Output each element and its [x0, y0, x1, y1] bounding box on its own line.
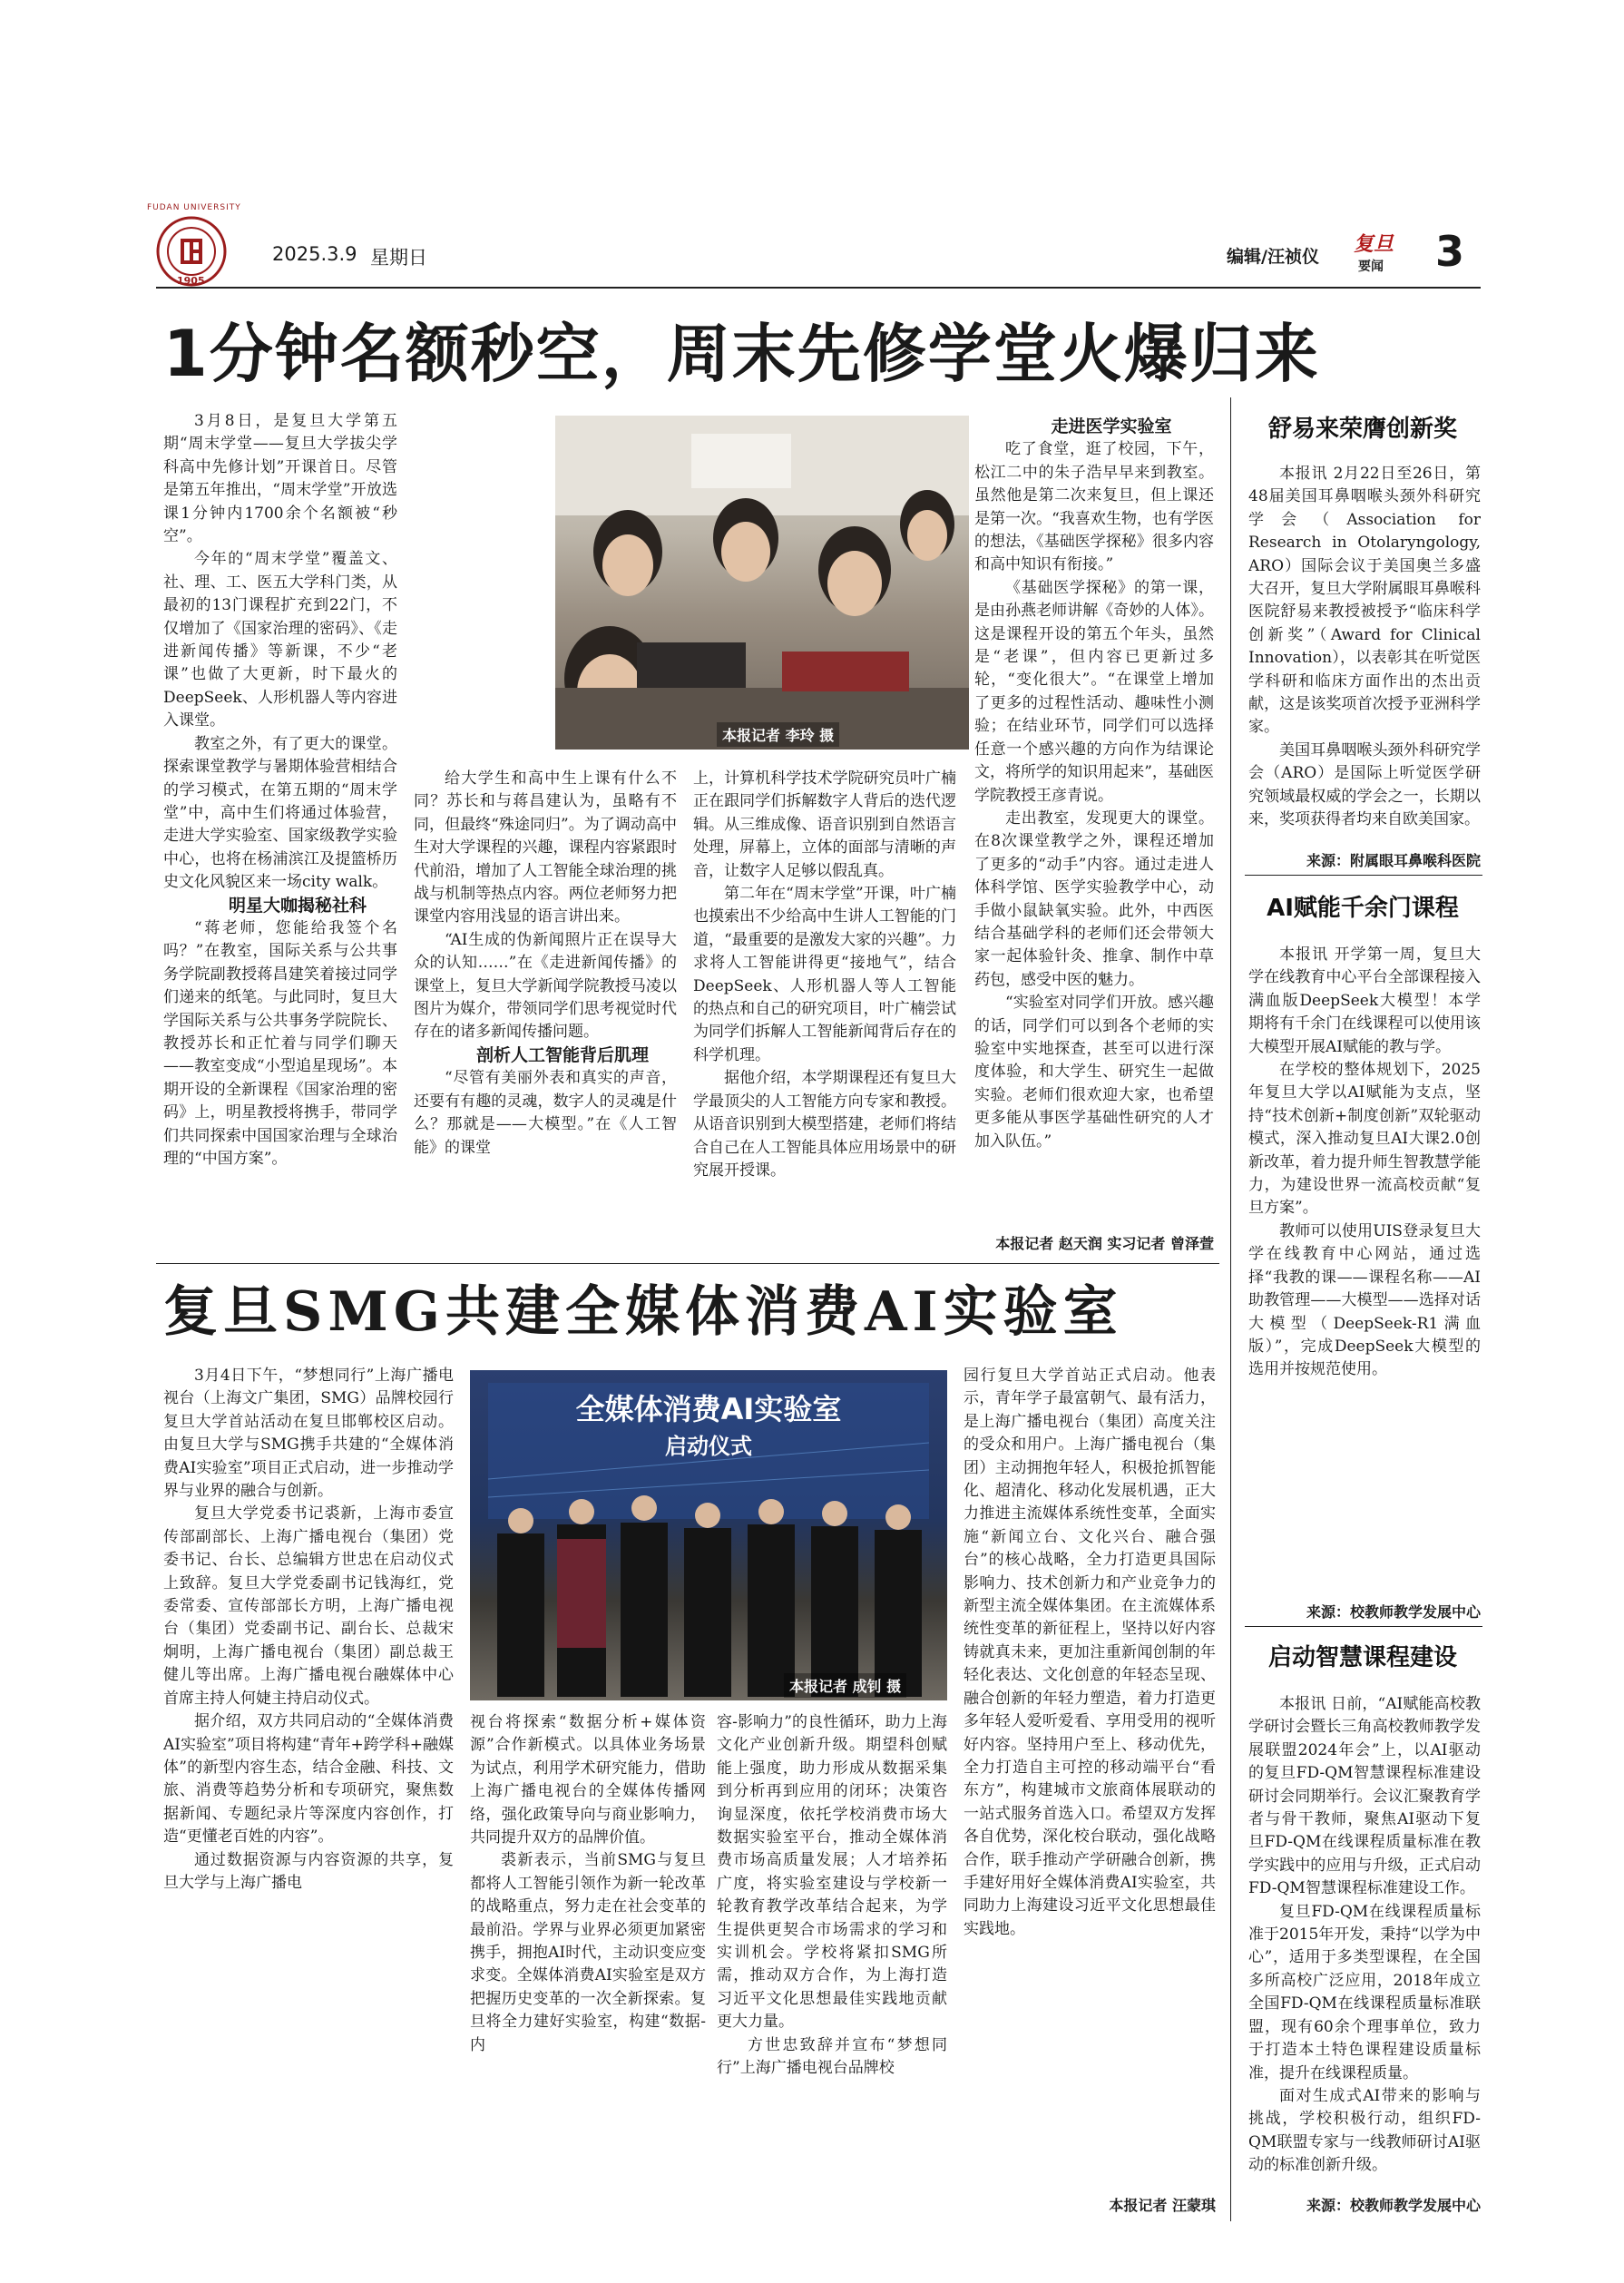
article2-column-2 — [470, 1711, 706, 2219]
sidebar-1-body — [1248, 463, 1481, 849]
paragraph: 复旦大学党委书记裘新，上海市委宣传部副部长、上海广播电视台（集团）党委书记、台长、总编辑方世忠在启动仪式上致辞。复旦大学党委副书记钱海红，党委常委、宣传部部长方明，上海广播电视台（集团）党委副书记、副台长、总裁宋炯明，上海广播电视台（集团）副总裁王健儿等出席。上海广播电视台融媒体中心首席主持人何婕主持启动仪式。 — [163, 1504, 454, 1708]
article1-column-1 — [163, 410, 397, 1254]
article1-column-2 — [414, 768, 677, 1256]
paragraph: 裘新表示，当前SMG与复旦都将人工智能引领作为新一轮改革的战略重点，努力走在社会变革的最前沿。学界与业界必须更加紧密携手，拥抱AI时代，主动识变应变求变。全媒体消费AI实验室是双方把握历史变革的一次全新探索。复旦将全力建好实验室，构建“数据-内 — [470, 1851, 706, 2054]
page-number: 3 — [1435, 227, 1465, 276]
issue-weekday: 星期日 — [370, 247, 427, 269]
paragraph: 给大学生和高中生上课有什么不同？苏长和与蒋昌建认为，虽略有不同，但最终“殊途同归”。为了调动高中生对大学课程的兴趣，课程内容紧跟时代前沿，增加了人工智能全球治理的挑战与机制等热点内容。两位老师努力把课堂内容用浅显的语言讲出来。 — [414, 769, 677, 926]
sidebar-1-title: 舒易来荣膺创新奖 — [1267, 416, 1457, 443]
article2-column-1 — [163, 1365, 454, 2218]
paragraph: “蒋老师，您能给我签个名吗？”在教室，国际关系与公共事务学院副教授蒋昌建笑着接过同学们递来的纸笔。与此同时，复旦大学国际关系与公共事务学院院长、教授苏长和正忙着与同学们聊天——教室变成“小型追星现场”。本期开设的全新课程《国家治理的密码》上，明星教授将携手，带同学们共同探索中国国家治理与全球治理的“中国方案”。 — [163, 918, 397, 1168]
paragraph: 第二年在“周末学堂”开课，叶广楠也摸索出不少给高中生讲人工智能的门道，“最重要的是激发大家的兴趣”。力求将人工智能讲得更“接地气”，结合DeepSeek、人形机器人等人工智能的热点和自己的研究项目，叶广楠尝试为同学们拆解人工智能新闻背后存在的科学机理。 — [693, 885, 956, 1064]
section-divider — [156, 1263, 1219, 1264]
sidebar-divider — [1245, 875, 1482, 876]
paragraph: 今年的“周末学堂”覆盖文、社、理、工、医五大学科门类，从最初的13门课程扩充到22门，不仅增加了《国家治理的密码》、《走进新闻传播》等新课，不少“老课”也做了大更新，时下最火的DeepSeek、人形机器人等内容进入课堂。 — [163, 550, 397, 730]
paragraph: “AI生成的伪新闻照片正在误导大众的认知……”在《走进新闻传播》的课堂上，复旦大学新闻学院教授马凌以图片为媒介，带领同学们思考视觉时代存在的诸多新闻传播问题。 — [414, 930, 677, 1042]
article1-subheading-1: 明星大咖揭秘社科 — [228, 895, 367, 916]
photo-banner-subtitle: 启动仪式 — [665, 1434, 752, 1459]
paragraph: 吃了食堂，逛了校园，下午，松江二中的朱子浩早早来到教室。虽然他是第二次来复旦，但上课还是第一次。“我喜欢生物，也有学医的想法，《基础医学探秘》很多内容和高中知识有衔接。” — [974, 440, 1214, 574]
paragraph: 据他介绍，本学期课程还有复旦大学最顶尖的人工智能方向专家和教授。从语音识别到大模型搭建，老师们将结合自己在人工智能具体应用场景中的研究展开授课。 — [693, 1069, 956, 1180]
article1-byline: 本报记者 赵天润 实习记者 曾泽萱 — [995, 1235, 1214, 1252]
paragraph: 容-影响力”的良性循环，助力上海文化产业创新升级。期望科创赋能上强度，助力形成从数据采集到分析再到应用的闭环；决策咨询显深度，依托学校消费市场大数据实验室平台，推动全媒体消费市场高质量发展；人才培养拓广度，将实验室建设与学校新一轮教育教学改革结合起来，为学生提供更契合市场需求的学习和实训机会。学校将紧扣SMG所需，推动双方合作，为上海打造习近平文化思想最佳实践地贡献更大力量。 — [717, 1713, 947, 2032]
issue-date: 2025.3.9 — [272, 243, 357, 265]
photo-banner-title: 全媒体消费AI实验室 — [575, 1392, 842, 1426]
paragraph: 本报讯 开学第一周，复旦大学在线教育中心平台全部课程接入满血版DeepSeek大模型！本学期将有千余门在线课程可以使用该大模型开展AI赋能的教与学。 — [1248, 946, 1481, 1056]
column-divider — [1230, 397, 1231, 2221]
article1-column-4 — [974, 416, 1214, 1232]
paragraph: “尽管有美丽外表和真实的声音，还要有有趣的灵魂，数字人的灵魂是什么？那就是——大模型。”在《人工智能》的课堂 — [414, 1069, 677, 1157]
paragraph: 3月8日，是复旦大学第五期“周末学堂——复旦大学拔尖学科高中先修计划”开课首日。尽管是第五年推出，“周末学堂”开放选课1分钟内1700余个名额被“秒空”。 — [163, 412, 397, 546]
classroom-students-illustration — [555, 416, 969, 750]
article1-headline: 1分钟名额秒空，周末先修学堂火爆归来 — [163, 317, 1320, 391]
paragraph: 据介绍，双方共同启动的“全媒体消费AI实验室”项目将构建“青年+跨学科+融媒体”的新型内容生态，结合金融、科技、文旅、消费等趋势分析和专项研究，聚焦数据新闻、专题纪录片等深度内容创作，打造“更懂老百姓的内容”。 — [163, 1712, 454, 1847]
paragraph: 3月4日下午，“梦想同行”上海广播电视台（上海文广集团，SMG）品牌校园行复旦大学首站活动在复旦邯郸校区启动。由复旦大学与SMG携手共建的“全媒体消费AI实验室”项目正式启动，进一步推动学界与业界的融合与创新。 — [163, 1367, 454, 1501]
article2-column-3 — [717, 1711, 947, 2219]
article1-subheading-3: 走进医学实验室 — [1051, 416, 1172, 436]
article2-column-4 — [964, 1365, 1216, 2190]
paragraph: 复旦FD-QM在线课程质量标准于2015年开发，秉持“以学为中心”，适用于多类型课程，在全国多所高校广泛应用，2018年成立全国FD-QM在线课程质量标准联盟，现有60余个理事单位，致力于打造本土特色课程建设质量标准，提升在线课程质量。 — [1248, 1902, 1481, 2082]
paragraph: 方世忠致辞并宣布“梦想同行”上海广播电视台品牌校 — [717, 2035, 947, 2078]
article2-photo-credit: 本报记者 成钊 摄 — [784, 1673, 906, 1698]
logo-text: FUDAN UNIVERSITY — [147, 203, 241, 212]
paragraph: 教师可以使用UIS登录复旦大学在线教育中心网站，通过选择“我教的课——课程名称——AI助教管理——大模型——选择对话大模型（DeepSeek-R1满血版）”，完成DeepSeek大模型的选用并按规范使用。 — [1248, 1221, 1481, 1379]
header-rule — [156, 287, 1481, 289]
sidebar-1-source: 来源：附属眼耳鼻喉科医院 — [1306, 852, 1481, 869]
paragraph: 《基础医学探秘》的第一课，是由孙燕老师讲解《奇妙的人体》。这是课程开设的第五个年头，虽然是“老课”，但内容已更新过多轮，“变化很大”。“在课堂上增加了更多的过程性活动、趣味性小测验；在结业环节，同学们可以选择任意一个感兴趣的方向作为结课论文，将所学的知识用起来”，基础医学院教授王彦青说。 — [974, 578, 1214, 805]
paragraph: 美国耳鼻咽喉头颈外科研究学会（ARO）是国际上听觉医学研究领域最权威的学会之一，长期以来，奖项获得者均来自欧美国家。 — [1248, 740, 1481, 829]
paragraph: 通过数据资源与内容资源的共享，复旦大学与上海广播电 — [163, 1850, 454, 1892]
article1-photo-credit: 本报记者 李玲 摄 — [717, 722, 839, 747]
sidebar-2-body — [1248, 944, 1481, 1606]
paragraph: 本报讯 日前，“AI赋能高校教学研讨会暨长三角高校教师教学发展联盟2024年会”上，以AI驱动的复旦FD-QM智慧课程标准建设研讨会同期举行。会议汇聚教育学者与骨干教师，聚焦AI驱动下复旦FD-QM在线课程质量标准在教学实践中的应用与升级，正式启动FD-QM智慧课程标准建设工作。 — [1248, 1695, 1481, 1898]
sidebar-3-body — [1248, 1693, 1481, 2189]
page-editor: 编辑/汪祯仪 — [1227, 247, 1319, 267]
sidebar-3-title: 启动智慧课程建设 — [1267, 1644, 1457, 1671]
paragraph: 上，计算机科学技术学院研究员叶广楠正在跟同学们拆解数字人背后的迭代逻辑。从三维成像、语音识别到自然语言处理，屏幕上，立体的面部与清晰的声音，让数字人足够以假乱真。 — [693, 769, 956, 880]
article1-column-3 — [693, 768, 956, 1256]
sidebar-divider — [1245, 1626, 1482, 1627]
paragraph: 本报讯 2月22日至26日，第48届美国耳鼻咽喉头颈外科研究学会（Association for Research in Otolaryngology, ARO）国际会议于美国奥兰多盛大召开，复旦大学附属眼耳鼻喉科医院舒易来教授被授予“临床科学创新奖”（Award for Clinical Innovation），以表彰其在听觉医学科研和临床方面作出的杰出贡献，这是该奖项首次授予亚洲科学家。 — [1248, 465, 1481, 737]
article2-byline: 本报记者 汪蒙琪 — [1109, 2197, 1216, 2214]
article1-photo — [555, 416, 969, 750]
paragraph: “实验室对同学们开放。感兴趣的话，同学们可以到各个老师的实验室中实地探查，甚至可以进行深度体验，和大学生、研究生一起做实验。老师们很欢迎大家，也希望更多能从事医学基础性研究的人才加入队伍。” — [974, 994, 1214, 1151]
sidebar-2-title: AI赋能千余门课程 — [1267, 895, 1459, 922]
article2-photo — [470, 1370, 947, 1700]
sidebar-3-source: 来源：校教师教学发展中心 — [1306, 2197, 1481, 2214]
article1-subheading-2: 剖析人工智能背后肌理 — [475, 1044, 649, 1065]
section-name: 要闻 — [1358, 260, 1384, 274]
paragraph: 园行复旦大学首站正式启动。他表示，青年学子最富朝气、最有活力，是上海广播电视台（集团）高度关注的受众和用户。上海广播电视台（集团）主动拥抱年轻人，积极抢抓智能化、超清化、移动化发展机遇，正大力推进主流媒体系统性变革，全面实施“新闻立台、文化兴台、融合强台”的核心战略，全力打造更具国际影响力、技术创新力和产业竞争力的新型主流全媒体集团。在主流媒体系统性变革的新征程上，坚持以好内容铸就真未来，更加注重新闻创制的年轻化表达、文化创意的年轻态呈现、融合创新的年轻力塑造，着力打造更多年轻人爱听爱看、享用受用的视听好内容。坚持用户至上、移动优先，全力打造自主可控的移动端平台“看东方”，构建城市文旅商体展联动的一站式服务首选入口。希望双方发挥各自优势，深化校台联动，强化战略合作，联手推动产学研融合创新，携手建好用好全媒体消费AI实验室，共同助力上海建设习近平文化思想最佳实践地。 — [964, 1367, 1216, 1938]
paragraph: 视台将探索“数据分析+媒体资源”合作新模式。以具体业务场景为试点，利用学术研究能力，借助上海广播电视台的全媒体传播网络，强化政策导向与商业影响力，共同提升双方的品牌价值。 — [470, 1713, 706, 1847]
paragraph: 在学校的整体规划下，2025年复旦大学以AI赋能为支点，坚持“技术创新+制度创新”双轮驱动模式，深入推动复旦AI大课2.0创新改革，着力提升师生智教慧学能力，为建设世界一流高校贡献“复旦方案”。 — [1248, 1061, 1481, 1218]
paragraph: 面对生成式AI带来的影响与挑战，学校积极行动，组织FD-QM联盟专家与一线教师研讨AI驱动的标准创新升级。 — [1248, 2086, 1481, 2175]
article2-headline: 复旦SMG共建全媒体消费AI实验室 — [163, 1280, 1123, 1344]
section-brand: 复旦 — [1354, 232, 1394, 256]
logo-year: 1905 — [177, 275, 205, 287]
paragraph: 走出教室，发现更大的课堂。在8次课堂教学之外，课程还增加了更多的“动手”内容。通过走进人体科学馆、医学实验教学中心，动手做小鼠缺氧实验。此外，中西医结合基础学科的老师们还会带领大家一起体验针灸、推拿、制作中草药包，感受中医的魅力。 — [974, 808, 1214, 989]
sidebar-2-source: 来源：校教师教学发展中心 — [1306, 1603, 1481, 1621]
paragraph: 教室之外，有了更大的课堂。探索课堂教学与暑期体验营相结合的学习模式，在第五期的“周末学堂”中，高中生们将通过体验营，走进大学实验室、国家级教学实验中心，也将在杨浦滨江及提篮桥历史文化风貌区来一场city walk。 — [163, 734, 397, 892]
